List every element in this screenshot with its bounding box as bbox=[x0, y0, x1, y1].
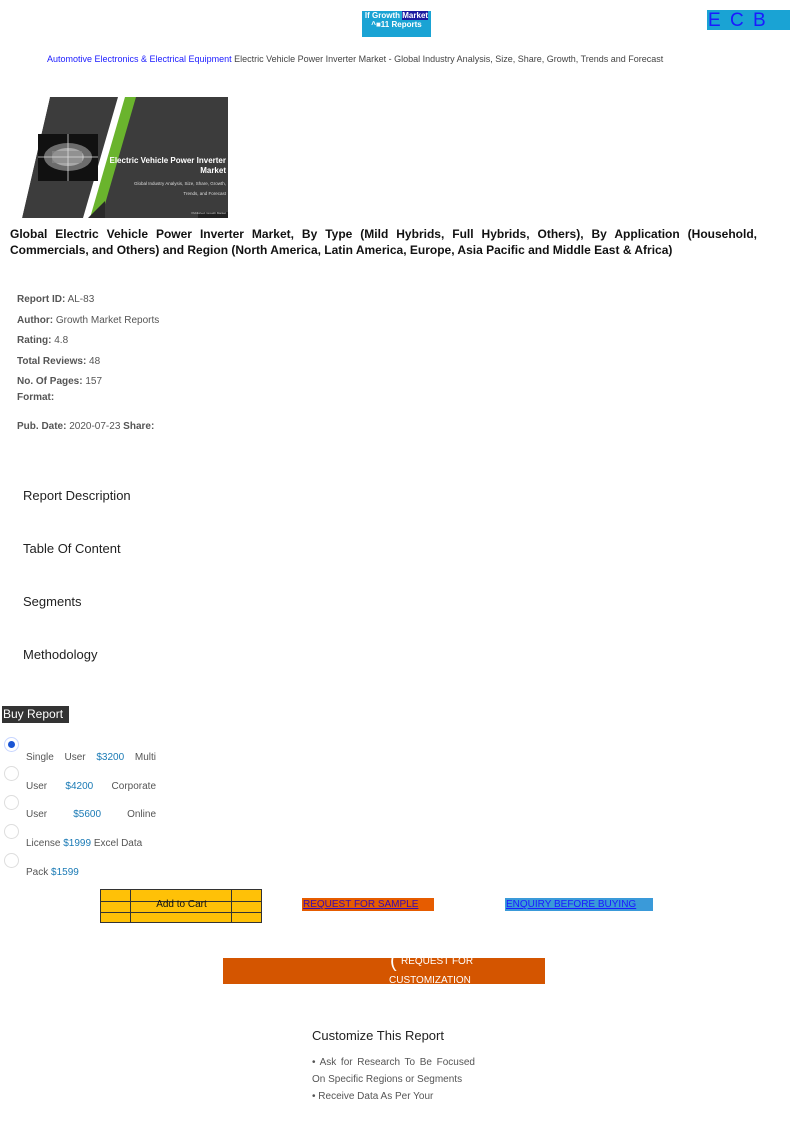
price-value: $1599 bbox=[51, 866, 79, 878]
customize-list bbox=[312, 1054, 475, 1105]
tab-segments[interactable]: Segments bbox=[23, 594, 82, 609]
meta-format: Format: bbox=[17, 392, 55, 403]
license-radio-online-license[interactable] bbox=[4, 824, 19, 839]
price-line: Pack $1599 bbox=[26, 866, 79, 878]
tab-report-description[interactable]: Report Description bbox=[23, 488, 131, 503]
logo-line-2: ^■11 Reports bbox=[371, 20, 422, 29]
cover-footer: Published: Growth Market bbox=[191, 211, 226, 215]
price-line: User $4200 Corporate bbox=[26, 781, 156, 810]
list-item: • Ask for Research To Be Focused On Specific Regions or Segments bbox=[312, 1057, 475, 1085]
request-customization-button[interactable]: ( REQUEST FOR CUSTOMIZATION bbox=[223, 958, 545, 984]
enquiry-before-buying-button[interactable]: ENQUIRY BEFORE BUYING bbox=[505, 898, 653, 911]
price-line: Single User $3200 Multi bbox=[26, 752, 156, 781]
price-value: $4200 bbox=[65, 780, 94, 792]
meta-total-reviews: Total Reviews: 48 bbox=[17, 356, 101, 367]
request-sample-button[interactable]: REQUEST FOR SAMPLE bbox=[302, 898, 434, 911]
logo-line-1: lf Growth Market bbox=[364, 11, 429, 20]
report-cover-image bbox=[12, 97, 228, 218]
breadcrumb bbox=[47, 54, 663, 64]
site-logo[interactable] bbox=[362, 11, 431, 37]
meta-pub-date: Pub. Date: 2020-07-23 Share: bbox=[17, 421, 155, 432]
license-radio-corporate-user[interactable] bbox=[4, 795, 19, 810]
meta-rating: Rating: 4.8 bbox=[17, 335, 69, 346]
tab-table-of-content[interactable]: Table Of Content bbox=[23, 541, 121, 556]
add-to-cart-label: Add to Cart bbox=[156, 899, 207, 910]
license-price-list bbox=[26, 752, 156, 895]
license-radio-single-user[interactable] bbox=[4, 737, 19, 752]
price-line: User $5600 Online bbox=[26, 809, 156, 838]
list-item: • Receive Data As Per Your bbox=[312, 1091, 434, 1102]
price-value: $1999 bbox=[63, 838, 92, 850]
buy-report-button[interactable]: Buy Report bbox=[2, 706, 69, 723]
meta-author: Author: Growth Market Reports bbox=[17, 315, 160, 326]
cover-title: Electric Vehicle Power Inverter Market bbox=[109, 156, 226, 175]
bracket-glyph: ( bbox=[390, 950, 397, 972]
breadcrumb-category-link[interactable]: Automotive Electronics & Electrical Equipment bbox=[47, 54, 232, 64]
price-value: $3200 bbox=[96, 752, 125, 763]
tab-methodology[interactable]: Methodology bbox=[23, 647, 98, 662]
price-line: License $1999 Excel Data bbox=[26, 838, 143, 850]
license-radio-excel-data-pack[interactable] bbox=[4, 853, 19, 868]
customize-title: Customize This Report bbox=[312, 1028, 444, 1043]
meta-pages: No. Of Pages: 157 bbox=[17, 376, 103, 387]
breadcrumb-current: Electric Vehicle Power Inverter Market - Global Industry Analysis, Size, Share, Growth, Trends and Forecast bbox=[231, 54, 664, 64]
cover-subtitle: Global Industry Analysis, Size, Share, Growth, Trends, and Forecast bbox=[133, 181, 226, 196]
add-to-cart-button[interactable] bbox=[100, 889, 262, 923]
share-label[interactable]: Share: bbox=[123, 421, 155, 432]
license-radio-multi-user[interactable] bbox=[4, 766, 19, 781]
report-title: Global Electric Vehicle Power Inverter Market, By Type (Mild Hybrids, Full Hybrids, Others), By Application (Household, Commercials, and Others) and Region (North America, Latin America, Europe, Asia Pacific and Middle East & Africa) bbox=[10, 227, 757, 257]
meta-report-id: Report ID: AL-83 bbox=[17, 294, 95, 305]
ecb-badge[interactable]: E C B bbox=[707, 10, 790, 30]
price-value: $5600 bbox=[73, 809, 102, 821]
